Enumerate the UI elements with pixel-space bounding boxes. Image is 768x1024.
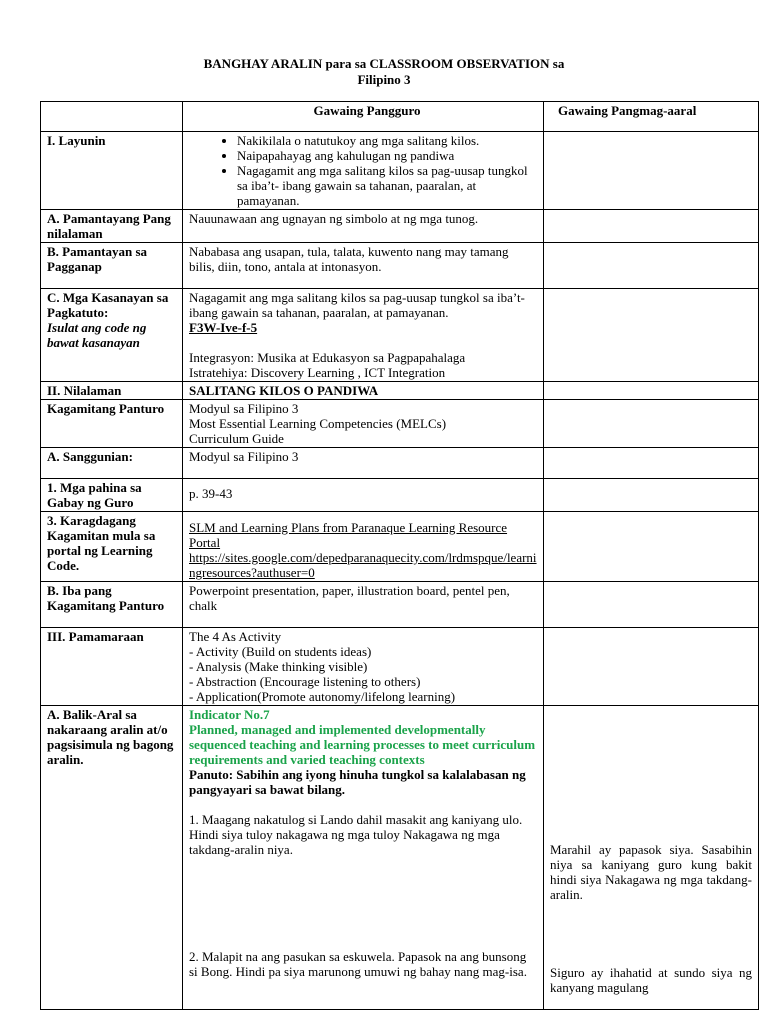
label-kasanayan (41, 289, 183, 382)
student-cell (544, 210, 759, 243)
layunin-item: • Naipapahayag ang kahulugan ng pandiwa (237, 148, 537, 163)
label-iba-pang-kagamitan: B. Iba pang Kagamitang Panturo (41, 582, 183, 628)
sanggunian-text: Modyul sa Filipino 3 (183, 448, 544, 479)
kasanayan-label: C. Mga Kasanayan sa Pagkatuto: (47, 290, 169, 320)
kasanayan-text: Nagagamit ang mga salitang kilos sa pag-uusap tungkol sa iba’t- ibang gawain sa tahanan, paaralan, at pamayanan. (189, 290, 525, 320)
label-layunin: I. Layunin (41, 132, 183, 210)
student-cell (544, 512, 759, 582)
student-cell (544, 382, 759, 400)
pamamaraan-line: - Analysis (Make thinking visible) (189, 659, 368, 674)
pamantayan-pagganap-text: Nababasa ang usapan, tula, talata, kuwento nang may tamang bilis, diin, tono, antala at intonasyon. (183, 243, 544, 289)
indicator-description: Planned, managed and implemented developmentally sequenced teaching and learning processes to meet curriculum requirements and varied teaching contexts (189, 722, 536, 767)
student-cell (544, 400, 759, 448)
label-pamamaraan: III. Pamamaraan (41, 628, 183, 706)
balik-aral-item-2: 2. Malapit na ang pasukan sa eskuwela. Papasok na ang bunsong si Bong. Hindi pa siya marunong umuwi ng bahay nang mag-isa. (189, 949, 527, 979)
row-kagamitang-panturo (41, 400, 759, 448)
student-cell (544, 582, 759, 628)
pamantayang-nilalaman-text: Nauunawaan ang ugnayan ng simbolo at ng mga tunog. (183, 210, 544, 243)
portal-link[interactable]: SLM and Learning Plans from Paranaque Learning Resource Portal (189, 520, 508, 550)
label-sanggunian: A. Sanggunian: (41, 448, 183, 479)
document-subject: Filipino 3 (357, 72, 411, 87)
istratehiya-text: Istratehiya: Discovery Learning , ICT Integration (189, 365, 446, 380)
student-cell (544, 479, 759, 512)
kasanayan-instruction: Isulat ang code ng bawat kasanayan (47, 320, 147, 350)
row-layunin (41, 132, 759, 210)
row-sanggunian (41, 448, 759, 479)
student-cell (544, 243, 759, 289)
pamamaraan-line: The 4 As Activity (189, 629, 282, 644)
portal-url-link[interactable]: https://sites.google.com/depedparanaquecity.com/lrdmspque/learningresources?authuser=0 (189, 550, 537, 580)
student-answer-1: Marahil ay papasok siya. Sasabihin niya sa kaniyang guro kung bakit hindi siya Nakagawa ng mga takdang-aralin. (550, 842, 752, 902)
layunin-list (189, 133, 537, 208)
student-answers-cell (544, 706, 759, 1010)
kasanayan-code: F3W-Ive-f-5 (189, 320, 258, 335)
balik-aral-content (183, 706, 544, 1010)
row-karagdagang (41, 512, 759, 582)
label-pamantayan-pagganap: B. Pamantayan sa Pagganap (41, 243, 183, 289)
column-header-student: Gawaing Pangmag-aaral (544, 102, 759, 132)
student-cell (544, 628, 759, 706)
indicator-title: Indicator No.7 (189, 707, 270, 722)
row-balik-aral (41, 706, 759, 1010)
header-row (41, 102, 759, 132)
kagamitang-panturo-content (183, 400, 544, 448)
integrasyon-text: Integrasyon: Musika at Edukasyon sa Pagpapahalaga (189, 350, 466, 365)
panuto-text: Panuto: Sabihin ang iyong hinuha tungkol sa kalalabasan ng pangyayari sa bawat bilang. (189, 767, 526, 797)
row-nilalaman (41, 382, 759, 400)
row-pahina (41, 479, 759, 512)
row-pamantayan-pagganap (41, 243, 759, 289)
row-pamantayang-nilalaman (41, 210, 759, 243)
kasanayan-content (183, 289, 544, 382)
layunin-item: • Nakikilala o natutukoy ang mga salitang kilos. (237, 133, 537, 148)
lesson-plan-table (40, 101, 759, 1010)
label-balik-aral: A. Balik-Aral sa nakaraang aralin at/o pagsisimula ng bagong aralin. (41, 706, 183, 1010)
karagdagang-content (183, 512, 544, 582)
pamamaraan-line: - Abstraction (Encourage listening to others) (189, 674, 421, 689)
student-answer-2: Siguro ay ihahatid at sundo siya ng kanyang magulang (550, 965, 752, 995)
pamamaraan-content (183, 628, 544, 706)
iba-pang-kagamitan-text: Powerpoint presentation, paper, illustration board, pentel pen, chalk (183, 582, 544, 628)
label-pahina: 1. Mga pahina sa Gabay ng Guro (41, 479, 183, 512)
row-kasanayan (41, 289, 759, 382)
label-karagdagang: 3. Karagdagang Kagamitan mula sa portal ng Learning Code. (41, 512, 183, 582)
layunin-item: • Nagagamit ang mga salitang kilos sa pag-uusap tungkol sa iba’t- ibang gawain sa tahanan, paaralan, at pamayanan. (237, 163, 537, 208)
label-pamantayang-nilalaman: A. Pamantayang Pang nilalaman (41, 210, 183, 243)
kagamitan-line: Curriculum Guide (189, 431, 284, 446)
document-title: BANGHAY ARALIN para sa CLASSROOM OBSERVATION sa (203, 56, 565, 71)
pamamaraan-line: - Application(Promote autonomy/lifelong learning) (189, 689, 456, 704)
layunin-content (183, 132, 544, 210)
pahina-text: p. 39-43 (183, 479, 544, 512)
row-iba-pang-kagamitan (41, 582, 759, 628)
kagamitan-line: Most Essential Learning Competencies (MELCs) (189, 416, 447, 431)
student-cell (544, 448, 759, 479)
kagamitan-line: Modyul sa Filipino 3 (189, 401, 299, 416)
column-header-teacher: Gawaing Pangguro (183, 102, 544, 132)
student-cell (544, 289, 759, 382)
balik-aral-item-1: 1. Maagang nakatulog si Lando dahil masakit ang kaniyang ulo. Hindi siya tuloy nakagawa ng mga tuloy Nakagawa ng mga takdang-aralin niya. (189, 812, 523, 857)
row-pamamaraan (41, 628, 759, 706)
student-cell (544, 132, 759, 210)
nilalaman-text: SALITANG KILOS O PANDIWA (183, 382, 544, 400)
label-kagamitang-panturo: Kagamitang Panturo (41, 400, 183, 448)
pamamaraan-line: - Activity (Build on students ideas) (189, 644, 372, 659)
label-nilalaman: II. Nilalaman (41, 382, 183, 400)
empty-header-cell (41, 102, 183, 132)
